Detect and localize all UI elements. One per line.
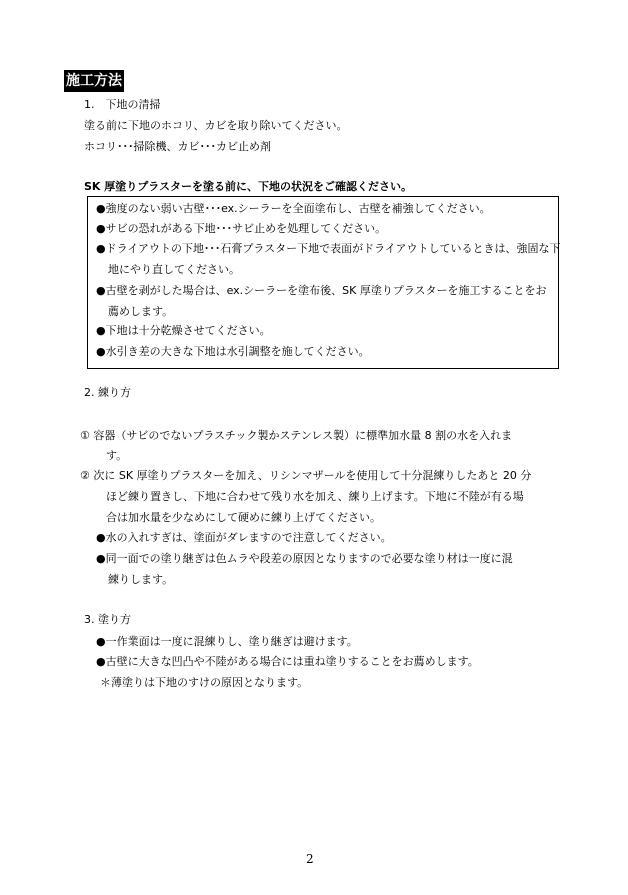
- section1-heading: 1. 下地の清掃: [84, 98, 161, 111]
- section3-line-2: ●古壁に大きな凹凸や不陸がある場合には重ね塗りすることをお薦めします。: [96, 655, 479, 668]
- page-title: 施工方法: [64, 70, 124, 92]
- section3-heading: 3. 塗り方: [84, 613, 131, 626]
- box-line-7: ●下地は十分乾燥させてください。: [96, 324, 271, 337]
- check-heading: SK 厚塗りプラスターを塗る前に、下地の状況をご確認ください。: [84, 180, 412, 193]
- section2-line-4: ほど練り置きし、下地に合わせて残り水を加え、練り上げます。下地に不陸が有る場: [106, 490, 524, 503]
- section2-line-2: す。: [106, 449, 128, 462]
- box-line-3: ●ドライアウトの下地･･･石膏プラスター下地で表面がドライアウトしているときは、強固な下: [96, 242, 561, 255]
- section2-line-3: ② 次に SK 厚塗りプラスターを加え、リシンマザールを使用して十分混練りしたあと 20 分: [80, 469, 532, 482]
- section2-line-7: ●同一面での塗り継ぎは色ムラや段差の原因となりますので必要な塗り材は一度に混: [96, 552, 513, 565]
- page-number: 2: [306, 852, 314, 866]
- section3-line-1: ●一作業面は一度に混練りし、塗り継ぎは避けます。: [96, 635, 358, 648]
- box-line-4: 地にやり直してください。: [108, 263, 240, 276]
- box-line-2: ●サビの恐れがある下地･･･サビ止めを処理してください。: [96, 222, 387, 235]
- section2-heading: 2. 練り方: [84, 386, 131, 399]
- section1-line-1: 塗る前に下地のホコリ、カビを取り除いてください。: [84, 119, 348, 132]
- section2-line-5: 合は加水量を少なめにして硬めに練り上げてください。: [106, 511, 381, 524]
- section3-line-3: ＊薄塗りは下地のすけの原因となります。: [100, 676, 309, 689]
- section2-line-1: ① 容器（サビのでないプラスチック製かステンレス製）に標準加水量 8 割の水を入れま: [80, 429, 513, 442]
- box-line-8: ●水引き差の大きな下地は水引調整を施してください。: [96, 345, 370, 358]
- box-line-1: ●強度のない弱い古壁･･･ex.シーラーを全面塗布し、古壁を補強してください。: [96, 202, 491, 215]
- section2-line-8: 練りします。: [108, 573, 174, 586]
- box-line-6: 薦めします。: [108, 305, 174, 318]
- section2-line-6: ●水の入れすぎは、塗面がダレますので注意してください。: [96, 531, 392, 544]
- box-line-5: ●古壁を剥がした場合は、ex.シーラーを塗布後、SK 厚塗りプラスターを施工することをお: [96, 284, 547, 297]
- section1-line-2: ホコリ･･･掃除機、カビ･･･カビ止め剤: [84, 140, 271, 153]
